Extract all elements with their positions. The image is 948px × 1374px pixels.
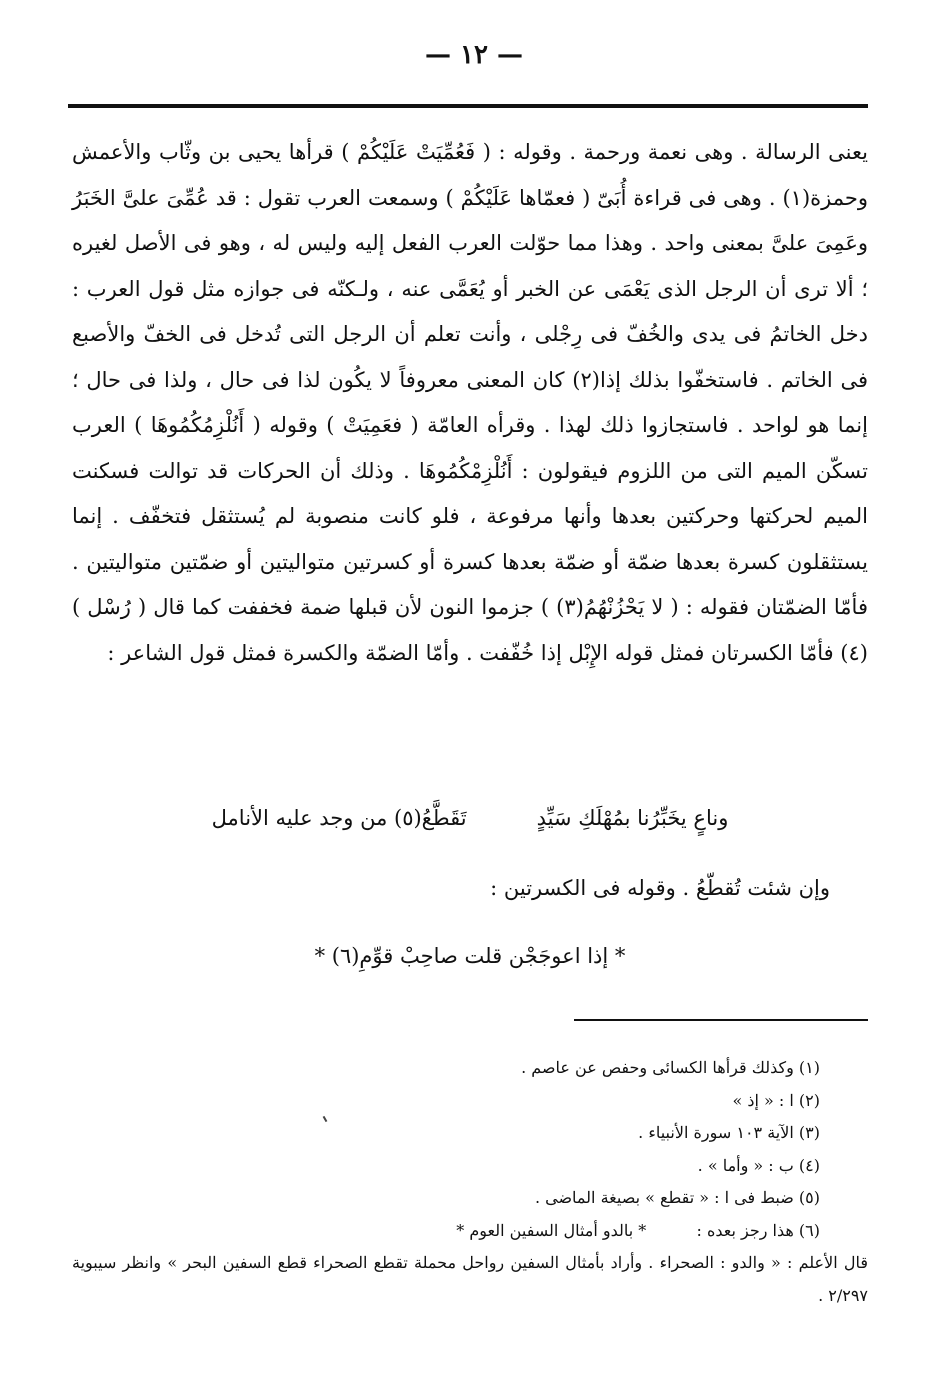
body-paragraph: يعنى الرسالة . وهى نعمة ورحمة . وقوله : ( فَعُمِّيَتْ عَلَيْكُمْ ) قرأها يحيى بن وثّاب والأعمش وحمزة(١) . وهى فى قراءة أُبَىّ ( فعمّاها عَلَيْكُمْ ) وسمعت العرب تقول : قد عُمِّىَ علىَّ الخَبَرُ وعَمِىَ علىَّ بمعنى واحد . وهذا مما حوّلت العرب الفعل إليه وليس له ، وهو فى الأصل لغيره ؛ ألا ترى أن الرجل الذى يَعْمَى عن الخبر أو يُعَمَّى عنه ، ولـكنّه فى جوازه مثل قول العرب : دخل الخاتمُ فى يدى والخُفّ فى رِجْلى ، وأنت تعلم أن الرجل التى تُدخل فى الخفّ والأصبع فى الخاتم . فاستخفّوا بذلك إذا(٢) كان المعنى معروفاً لا يكُون لذا فى حال ، ولذا فى حال ؛ إنما هو لواحد . فاستجازوا ذلك لهذا . وقرأه العامّة ( فعَمِيَتْ ) وقوله ( أَنُلْزِمُكُمُوهَا ) العرب تسكّن الميم التى من اللزوم فيقولون : أَنُلْزِمْكُمُوهَا . وذلك أن الحركات قد توالت فسكنت الميم لحركتها وحركتين بعدها وأنها مرفوعة ، فلو كانت منصوبة لم يُستثقل فتخفّف . إنما يستثقلون كسرة بعدها ضمّة أو ضمّة بعدها كسرة أو كسرتين متواليتين أو ضمّتين متواليتين . فأمّا الضمّتان فقوله : ( لا يَحْزُنْهُمُ(٣) ) جزموا النون لأن قبلها ضمة فخففت كما قال ( رُسْل )(٤) فأمّا الكسرتان فمثل قوله الإِبْل إذا خُفّفت . وأمّا الضمّة والكسرة فمثل قول الشاعر : xyxy=(72,140,868,665)
footnote-4: (٤) ب : « وأما » . xyxy=(697,1155,820,1175)
footnote-1: (١) وكذلك قرأها الكسائى وحفص عن عاصم . xyxy=(521,1058,820,1077)
footnote-3: (٣) الآية ١٠٣ سورة الأنبياء . xyxy=(638,1123,820,1142)
footnote-6 xyxy=(72,1215,868,1248)
after-verse-text: وإن شئت تُقطّعُ . وقوله فى الكسرتين : xyxy=(490,876,830,900)
footnote-rule xyxy=(574,1019,868,1021)
footnote-6-note: قال الأعلم : « والدو : الصحراء . وأراد بأمثال السفين رواحل محملة تقطع الصحراء قطع السفين البحر » وانظر سيبوية ٢/٢٩٧ . xyxy=(72,1253,868,1305)
footnote-2: (٢) ا : « إذ » xyxy=(732,1090,820,1110)
footnote-6-text: (٦) هذا رجز بعده : xyxy=(696,1220,820,1240)
main-text xyxy=(72,130,868,676)
verse-second-hemistich: تَقَطَّعُ(٥) من وجد عليه الأنامل xyxy=(211,806,467,830)
verse-first-hemistich: وناعٍ يخَبِّرُنا بمُهْلَكِ سَيِّدٍ xyxy=(536,806,729,830)
verse-line-1 xyxy=(72,806,868,830)
footnotes xyxy=(72,1052,868,1312)
page-number: — ١٢ — xyxy=(424,40,524,70)
header-rule xyxy=(68,104,868,108)
footnote-6-verse: * بالدو أمثال السفين العوم * xyxy=(456,1220,647,1240)
verse-line-2: * إذا اعوجَجْن قلت صاحِبْ قوِّمِ(٦) * xyxy=(314,944,626,968)
footnote-5: (٥) ضبط فى ا : « تقطع » بصيغة الماضى . xyxy=(534,1188,820,1207)
